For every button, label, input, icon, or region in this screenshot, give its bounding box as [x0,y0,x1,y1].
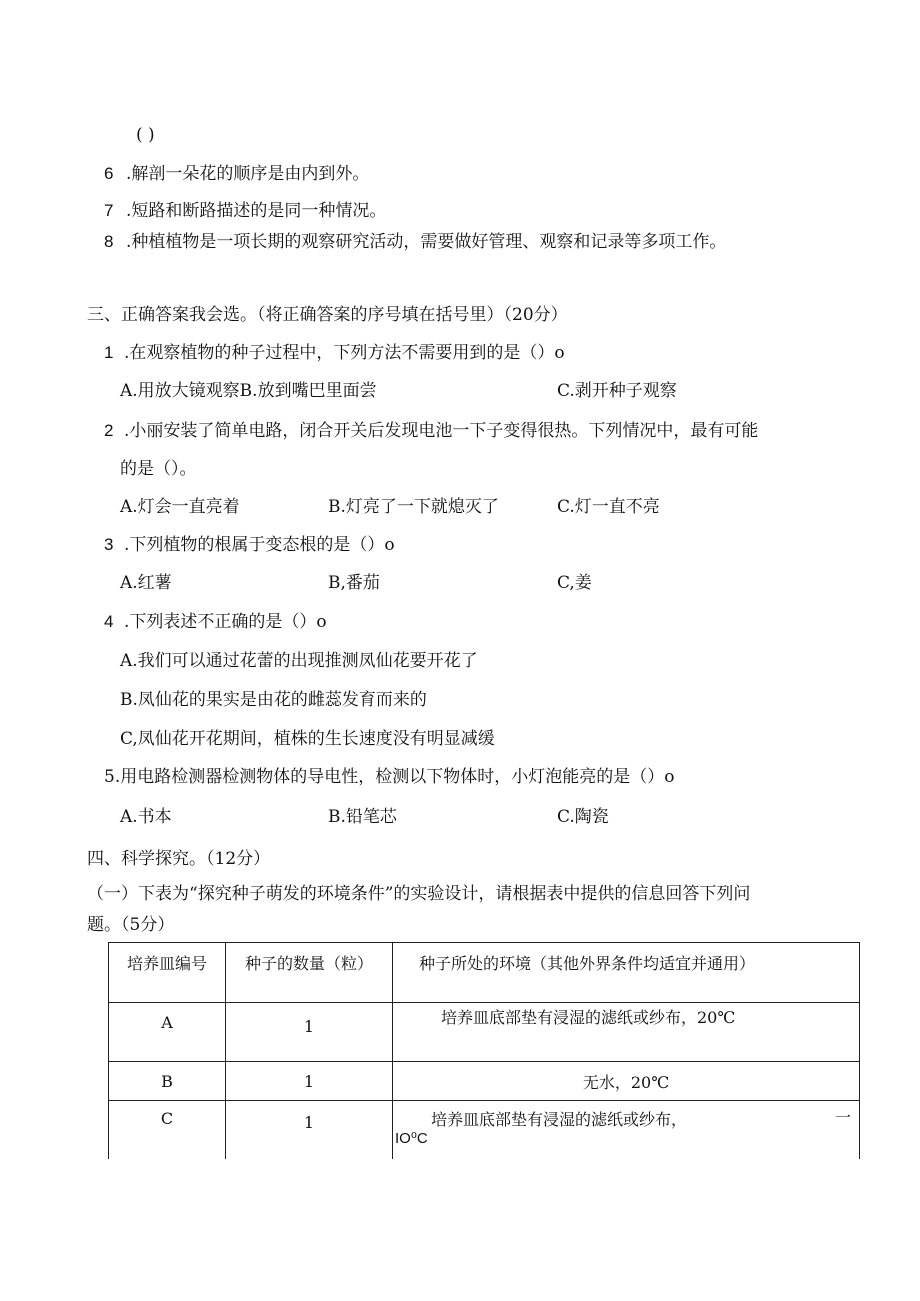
header-dish-number: 培养皿编号 [109,943,226,1003]
tf-item-8-number: 8 [104,232,114,251]
q3-option-c: C,姜 [557,573,592,593]
q3-option-b: B,番茄 [328,573,380,593]
q1-option-a-b: A.用放大镜观察B.放到嘴巴里面尝 [120,381,377,401]
tf-item-6-text: .解剖一朵花的顺序是由内到外。 [126,164,370,184]
section-4-part-1-intro-continued: 题。（5分） [87,915,175,935]
q3-number: 3 [104,535,114,554]
header-seed-count: 种子的数量（粒） [226,943,393,1003]
row-c-count: 1 [226,1101,393,1159]
experiment-table [108,942,860,1159]
q2-number: 2 [104,421,114,440]
row-c-temperature: IO⁰C [395,1130,428,1147]
table-row [109,1003,860,1062]
row-b-environment: 无水，20℃ [393,1062,860,1101]
q4-option-b: B.凤仙花的果实是由花的雌蕊发育而来的 [120,690,427,710]
row-c-environment: 培养皿底部垫有浸湿的滤纸或纱布， [431,1110,688,1129]
q2-text: .小丽安装了简单电路，闭合开关后发现电池一下子变得很热。下列情况中，最有可能 [124,421,759,441]
q1-text: .在观察植物的种子过程中，下列方法不需要用到的是（）o [124,343,565,363]
row-b-id: B [109,1062,226,1101]
row-c-id: C [109,1101,226,1159]
q1-option-c: C.剥开种子观察 [557,381,677,401]
tf-item-7-number: 7 [104,201,114,220]
answer-paren: ( ) [136,125,155,145]
q2-text-continued: 的是（）。 [120,459,197,479]
q5-option-c: C.陶瓷 [557,807,609,827]
row-a-count: 1 [226,1003,393,1062]
row-a-id: A [109,1003,226,1062]
row-c-environment-cell [393,1101,860,1159]
q5-text: 5.用电路检测器检测物体的导电性，检测以下物体时，小灯泡能亮的是（）o [104,767,675,787]
row-c-dash: 一 [834,1108,851,1127]
section-4-part-1-intro: （一）下表为“探究种子萌发的环境条件”的实验设计，请根据表中提供的信息回答下列问 [87,884,751,904]
table-row [109,1062,860,1101]
q1-number: 1 [104,343,114,362]
q3-option-a: A.红薯 [120,573,172,593]
q2-option-a: A.灯会一直亮着 [120,497,240,517]
section-4-title: 四、科学探究。（12分） [87,849,271,869]
q3-text: .下列植物的根属于变态根的是（）o [124,535,395,555]
tf-item-6-number: 6 [104,164,114,183]
q2-option-b: B.灯亮了一下就熄灭了 [328,497,499,517]
q4-option-a: A.我们可以通过花蕾的出现推测凤仙花要开花了 [120,651,478,671]
table-row [109,1101,860,1159]
header-environment: 种子所处的环境（其他外界条件均适宜并通用） [393,943,860,1003]
q4-number: 4 [104,612,114,631]
q4-option-c: C,凤仙花开花期间，植株的生长速度没有明显减缓 [120,729,495,749]
q5-option-a: A.书本 [120,807,172,827]
row-a-environment: 培养皿底部垫有浸湿的滤纸或纱布，20℃ [393,1003,860,1062]
tf-item-7-text: .短路和断路描述的是同一种情况。 [126,201,387,221]
section-3-title: 三、正确答案我会选。（将正确答案的序号填在括号里）（20分） [87,305,568,325]
row-b-count: 1 [226,1062,393,1101]
tf-item-8-text: .种植植物是一项长期的观察研究活动，需要做好管理、观察和记录等多项工作。 [126,232,727,252]
q4-text: .下列表述不正确的是（）o [124,612,327,632]
table-header-row [109,943,860,1003]
q2-option-c: C.灯一直不亮 [557,497,660,517]
q5-option-b: B.铅笔芯 [328,807,397,827]
